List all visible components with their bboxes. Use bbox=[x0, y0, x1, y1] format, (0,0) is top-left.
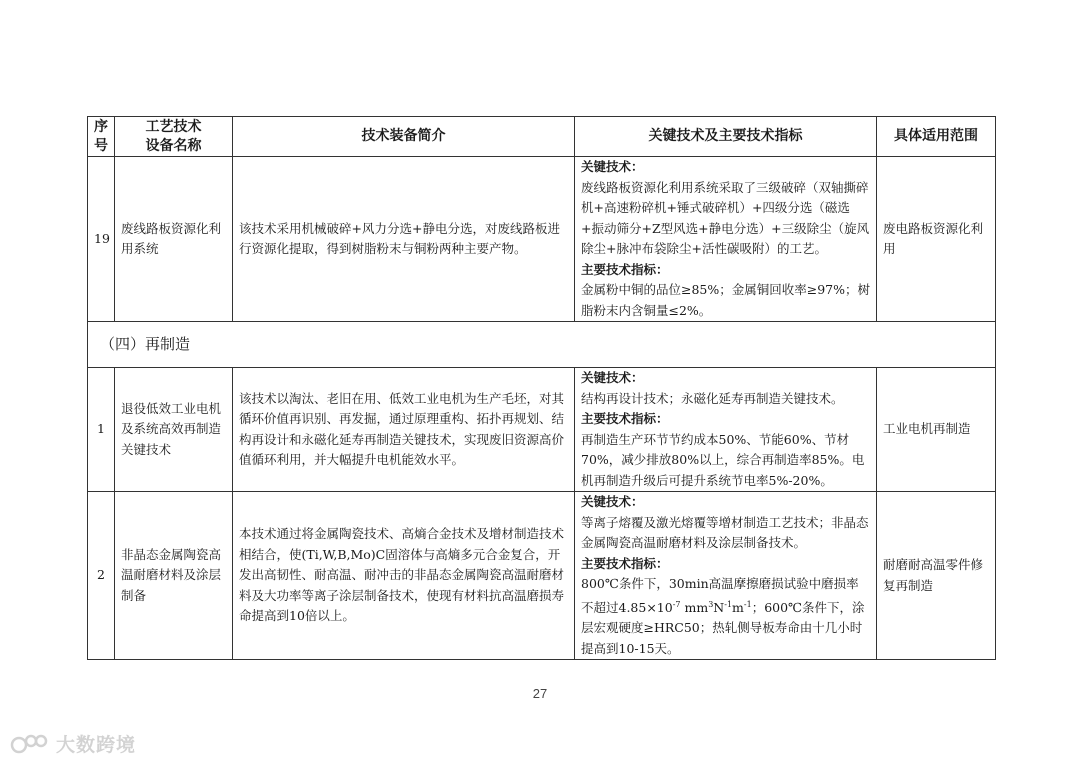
index-text-b: mm bbox=[680, 599, 709, 615]
key-tech-text: 废线路板资源化利用系统采取了三级破碎（双轴撕碎机+高速粉碎机+锤式破碎机）+四级分选（磁选+振动筛分+Z型风选+静电分选）+三级除尘（旋风除尘+脉冲布袋除尘+活性碳吸附）的工艺。 bbox=[581, 179, 870, 256]
row-number: 2 bbox=[88, 492, 115, 660]
row-scope: 工业电机再制造 bbox=[877, 368, 996, 492]
row-description: 该技术采用机械破碎+风力分选+静电分选，对废线路板进行资源化提取，得到树脂粉末与铜粉两种主要产物。 bbox=[233, 157, 575, 322]
key-tech-text: 结构再设计技术；永磁化延寿再制造关键技术。 bbox=[581, 390, 844, 406]
table-row bbox=[88, 492, 996, 660]
header-name-line2: 设备名称 bbox=[145, 137, 202, 154]
main-index-text: 金属粉中铜的品位≥85%；金属铜回收率≥97%；树脂粉末内含铜量≤2%。 bbox=[581, 282, 871, 318]
watermark bbox=[10, 730, 136, 757]
page-number: 27 bbox=[532, 686, 548, 701]
index-sup-4: -1 bbox=[743, 599, 752, 609]
table-header-row bbox=[88, 117, 996, 157]
row-key-tech bbox=[575, 368, 877, 492]
row-tech-name: 非晶态金属陶瓷高温耐磨材料及涂层制备 bbox=[115, 492, 233, 660]
row-key-tech bbox=[575, 492, 877, 660]
row-number: 19 bbox=[88, 157, 115, 322]
section-row bbox=[88, 322, 996, 368]
key-tech-text: 等离子熔覆及激光熔覆等增材制造工艺技术；非晶态金属陶瓷高温耐磨材料及涂层制备技术。 bbox=[581, 514, 869, 550]
header-serial-line2: 号 bbox=[94, 137, 108, 154]
row-description: 本技术通过将金属陶瓷技术、高熵合金技术及增材制造技术相结合，使(Ti,W,B,Mo)C固溶体与高熵多元合金复合，开发出高韧性、耐高温、耐冲击的非晶态金属陶瓷高温耐磨材料及大功率等离子涂层制备技术，使现有材料抗高温磨损寿命提高到10倍以上。 bbox=[233, 492, 575, 660]
key-tech-label: 关键技术： bbox=[581, 370, 644, 385]
table-row bbox=[88, 157, 996, 322]
row-tech-name: 退役低效工业电机及系统高效再制造关键技术 bbox=[115, 368, 233, 492]
header-serial-line1: 序 bbox=[94, 118, 108, 135]
main-index-label: 主要技术指标： bbox=[581, 555, 669, 571]
main-index-label: 主要技术指标： bbox=[581, 411, 669, 426]
key-tech-label: 关键技术： bbox=[581, 159, 644, 174]
key-tech-label: 关键技术： bbox=[581, 494, 644, 509]
table-row bbox=[88, 368, 996, 492]
main-index-text bbox=[581, 574, 870, 659]
index-sup-1: -7 bbox=[672, 599, 681, 609]
row-scope: 废电路板资源化利用 bbox=[877, 157, 996, 322]
index-text-e: ；600℃条件下，涂层宏观硬度≥HRC50；热轧侧导板寿命由十几小时提高到10-15天。 bbox=[581, 599, 865, 656]
header-name-line1: 工艺技术 bbox=[145, 118, 202, 135]
index-text-d: m bbox=[732, 599, 744, 615]
section-title: （四）再制造 bbox=[88, 322, 996, 368]
row-scope: 耐磨耐高温零件修复再制造 bbox=[877, 492, 996, 660]
header-scope: 具体适用范围 bbox=[877, 117, 996, 157]
header-serial bbox=[88, 117, 115, 157]
technology-table bbox=[87, 116, 996, 660]
index-sup-2: 3 bbox=[708, 599, 714, 609]
row-tech-name: 废线路板资源化利用系统 bbox=[115, 157, 233, 322]
index-text-c: N bbox=[713, 599, 725, 615]
header-key-tech: 关键技术及主要技术指标 bbox=[575, 117, 877, 157]
row-key-tech bbox=[575, 157, 877, 322]
header-description: 技术装备简介 bbox=[233, 117, 575, 157]
main-index-label: 主要技术指标： bbox=[581, 261, 669, 277]
row-number: 1 bbox=[88, 368, 115, 492]
index-text-a: 800℃条件下，30min高温摩擦磨损试验中磨损率不超过4.85×10 bbox=[581, 576, 859, 615]
main-index-text: 再制造生产环节节约成本50%、节能60%、节材70%，减少排放80%以上，综合再制造率85%。电机再制造升级后可提升系统节电率5%-20%。 bbox=[581, 431, 865, 488]
row-description: 该技术以淘汰、老旧在用、低效工业电机为生产毛坯，对其循环价值再识别、再发掘，通过原理重构、拓扑再规划、结构再设计和永磁化延寿再制造关键技术，实现废旧资源高价值循环利用，并大幅提升电机能效水平。 bbox=[233, 368, 575, 492]
watermark-text: 大数跨境 bbox=[56, 734, 137, 756]
index-sup-3: -1 bbox=[724, 599, 733, 609]
watermark-logo-icon bbox=[10, 732, 50, 756]
header-name bbox=[115, 117, 233, 157]
